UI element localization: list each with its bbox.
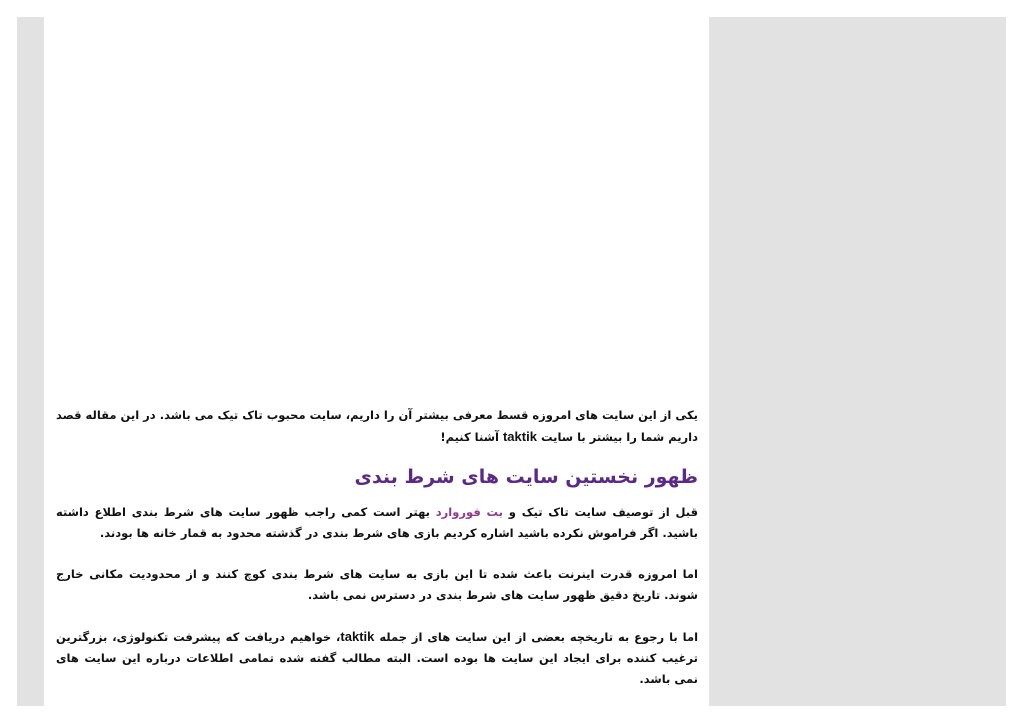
betforward-link[interactable]: بت فوروارد [435,505,504,519]
paragraph-one [56,502,698,544]
section-heading: ظهور نخستین سایت های شرط بندی [354,466,698,488]
paragraph-three-brand: taktik [340,629,375,644]
paragraph-one-before: قبل از توصیف سایت تاک تیک و [508,505,698,519]
paragraph-two: اما امروزه قدرت اینرنت باعث شده تا این بازی به سایت های شرط بندی کوچ کنند و از محدودیت مکانی خارج شوند. تاریخ دقیق ظهور سایت های شرط بندی در دسترس نمی باشد. [56,567,698,602]
intro-text-after: آشنا کنیم! [440,430,499,444]
paragraph-three-after: ، خواهیم دریافت که پیشرفت تکنولوژی، بزرگترین ترغیب کننده برای ایجاد این سایت ها بوده است. البته مطالب گفته شده تمامی اطلاعات درباره این سایت های نمی باشد. [56,630,698,686]
article-column [44,17,709,706]
intro-brand: taktik [502,429,537,444]
article-content [56,405,698,710]
intro-paragraph [56,405,698,448]
intro-text-before: یکی از این سایت های امروزه قسط معرفی بیشتر آن را داریم، سایت محبوب تاک تیک می باشد. در این مقاله قصد داریم شما را بیشتر با سایت [56,408,698,444]
sidebar-panel [709,17,1006,706]
paragraph-three [56,626,698,690]
paragraph-one-after: بهتر است کمی راجب ظهور سایت های شرط بندی اطلاع داشته باشید. اگر فراموش نکرده باشید اشاره کردیم بازی های شرط بندی در گذشته محدود به قمار خانه ها بودند. [56,505,698,540]
paragraph-three-before: اما با رجوع به تاریخچه بعضی از این سایت های از جمله [379,630,699,644]
